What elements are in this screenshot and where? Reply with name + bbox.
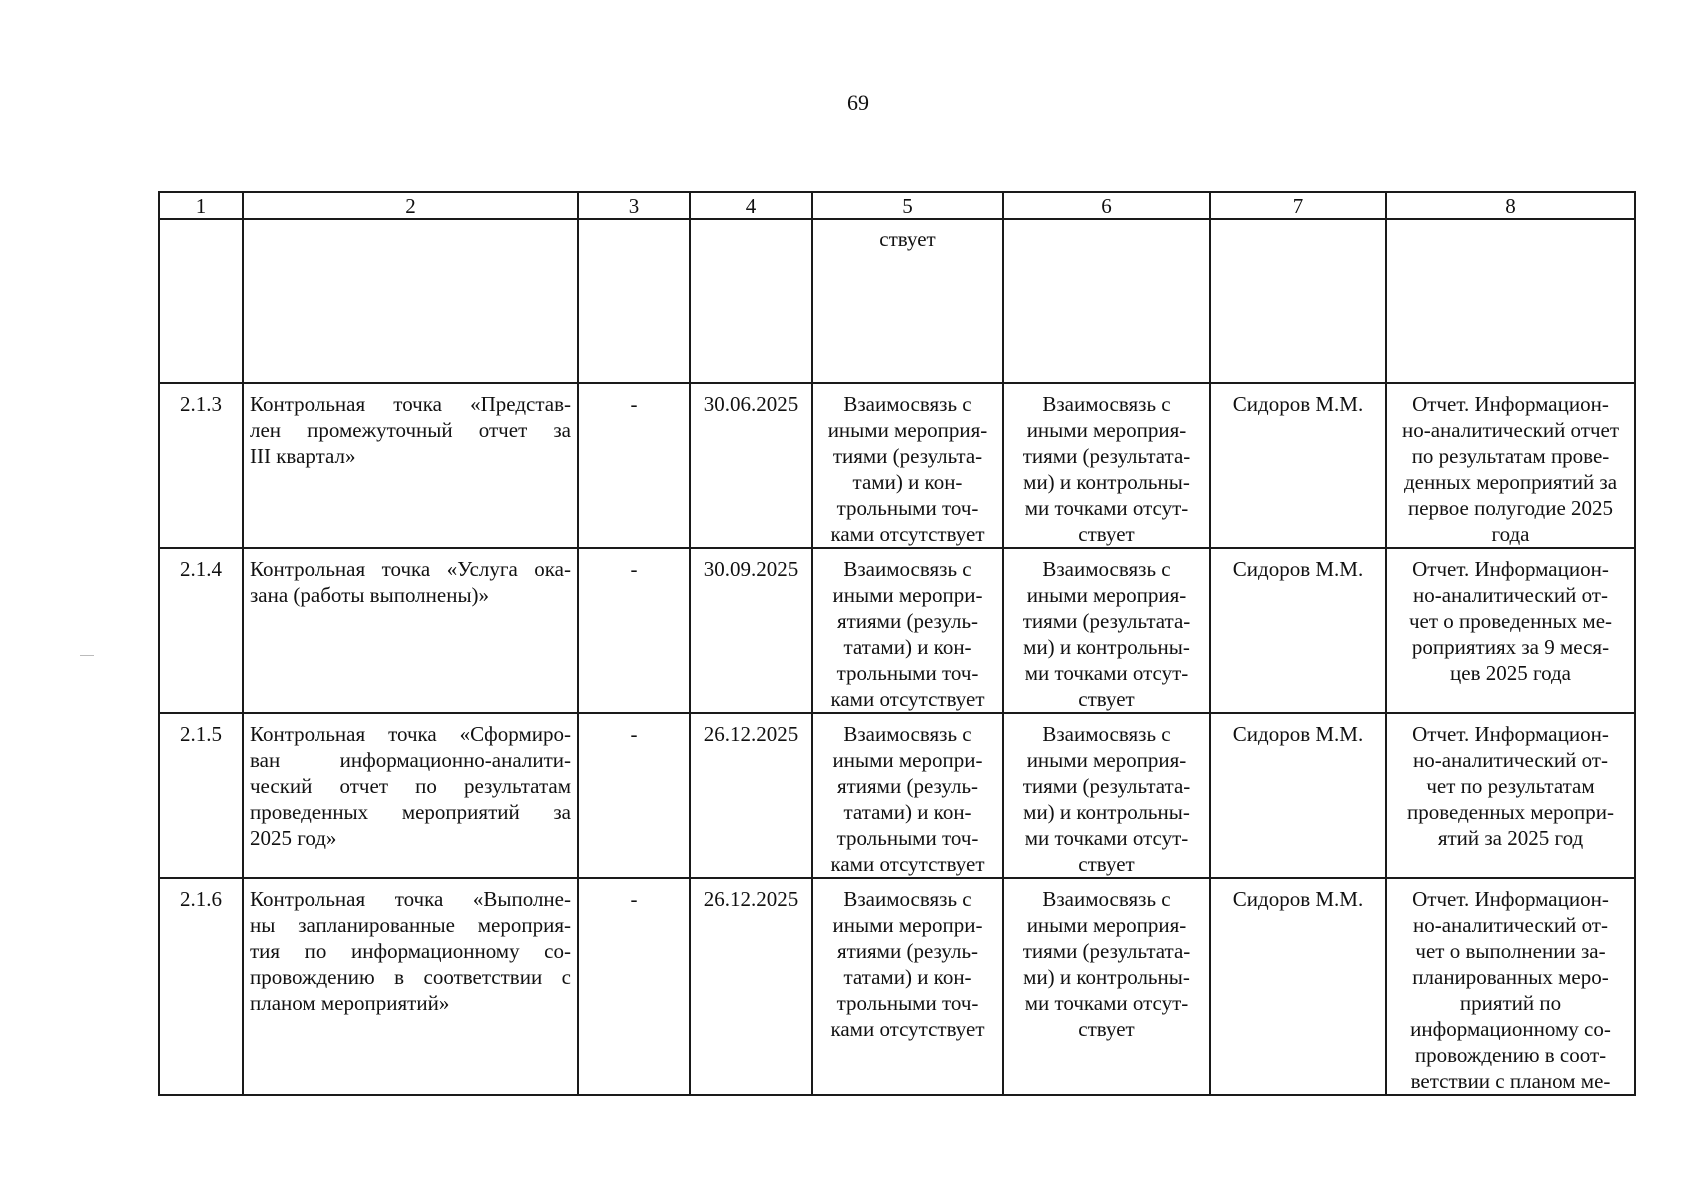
control-points-table (158, 191, 1636, 1096)
control-point-name (243, 713, 578, 878)
text-line: трольными точ- (836, 661, 979, 685)
text-line: татами) и кон- (843, 965, 972, 989)
table-cell (1210, 219, 1386, 383)
scan-artifact-mark (80, 655, 94, 656)
text-line: иными мероприя- (1026, 913, 1187, 937)
text-line: зана (работы выполнены)» (250, 583, 490, 607)
table-cell (1386, 219, 1635, 383)
relation-col5 (812, 878, 1003, 1095)
control-point-name (243, 878, 578, 1095)
row-number: 2.1.4 (159, 548, 243, 713)
column-3-value: - (578, 878, 690, 1095)
deadline-date: 26.12.2025 (690, 878, 812, 1095)
text-line: Взаимосвязь с (843, 557, 972, 581)
row-number: 2.1.5 (159, 713, 243, 878)
text-line: иными мероприя- (1026, 748, 1187, 772)
text-line: ми точками отсут- (1024, 826, 1189, 850)
text-line: ми точками отсут- (1024, 661, 1189, 685)
text-line: Контрольная точка «Услуга ока- (250, 557, 571, 581)
text-line: по результатам прове- (1411, 444, 1610, 468)
text-line: ками отсутствует (830, 522, 985, 546)
continuation-row (159, 219, 1635, 383)
text-line: Взаимосвязь с (843, 392, 972, 416)
text-line: иными меропри- (832, 583, 983, 607)
text-line: ми точками отсут- (1024, 991, 1189, 1015)
text-line: тиями (результата- (1022, 774, 1191, 798)
deadline-date: 30.06.2025 (690, 383, 812, 548)
column-header-2: 2 (243, 192, 578, 219)
text-line: трольными точ- (836, 991, 979, 1015)
text-line: первое полугодие 2025 (1407, 496, 1614, 520)
text-line: Взаимосвязь с (1042, 557, 1171, 581)
column-3-value: - (578, 383, 690, 548)
text-line: Взаимосвязь с (843, 722, 972, 746)
text-line: татами) и кон- (843, 800, 972, 824)
text-line: но-аналитический от- (1413, 583, 1608, 607)
table-cell (690, 219, 812, 383)
relation-col5 (812, 383, 1003, 548)
text-line: провождению в соответствии с (250, 965, 571, 989)
text-line: проведенных меропри- (1407, 800, 1614, 824)
text-line: проведенных мероприятий за (250, 800, 571, 824)
continuation-text: ствует (812, 219, 1003, 383)
page-number: 69 (847, 90, 869, 115)
text-line: ми) и контрольны- (1023, 635, 1190, 659)
text-line: ствует (1078, 687, 1135, 711)
text-line: цев 2025 года (1450, 661, 1571, 685)
text-line: чет по результатам (1426, 774, 1595, 798)
text-line: чет о проведенных ме- (1408, 609, 1613, 633)
text-line: трольными точ- (836, 826, 979, 850)
text-line: ятиями (резуль- (836, 774, 979, 798)
text-line: ками отсутствует (830, 687, 985, 711)
text-line: ствует (1078, 522, 1135, 546)
text-line: ван информационно-аналити- (250, 748, 571, 772)
text-line: Контрольная точка «Сформиро- (250, 722, 571, 746)
text-line: ятиями (резуль- (836, 939, 979, 963)
text-line: татами) и кон- (843, 635, 972, 659)
result-document (1386, 548, 1635, 713)
text-line: иными меропри- (832, 913, 983, 937)
text-line: Контрольная точка «Представ- (250, 392, 571, 416)
text-line: Отчет. Информацион- (1412, 392, 1609, 416)
text-line: 2025 год» (250, 826, 337, 850)
text-line: тиями (результата- (1022, 609, 1191, 633)
text-line: ми) и контрольны- (1023, 800, 1190, 824)
relation-col6 (1003, 878, 1210, 1095)
text-line: тиями (результа- (832, 444, 983, 468)
text-line: Отчет. Информацион- (1412, 722, 1609, 746)
deadline-date: 30.09.2025 (690, 548, 812, 713)
relation-col6 (1003, 713, 1210, 878)
text-line: приятий по (1459, 991, 1562, 1015)
control-point-name (243, 383, 578, 548)
text-line: III квартал» (250, 444, 356, 468)
row-number: 2.1.3 (159, 383, 243, 548)
text-line: трольными точ- (836, 496, 979, 520)
text-line: роприятиях за 9 меся- (1411, 635, 1610, 659)
text-line: ками отсутствует (830, 1017, 985, 1041)
table-row (159, 713, 1635, 878)
text-line: ны запланированные мероприя- (250, 913, 571, 937)
responsible-person: Сидоров М.М. (1210, 878, 1386, 1095)
column-header-1: 1 (159, 192, 243, 219)
column-header-4: 4 (690, 192, 812, 219)
relation-col6 (1003, 548, 1210, 713)
text-line: Взаимосвязь с (1042, 887, 1171, 911)
text-line: иными меропри- (832, 748, 983, 772)
text-line: иными мероприя- (1026, 583, 1187, 607)
text-line: планированных меро- (1412, 965, 1609, 989)
result-document (1386, 713, 1635, 878)
column-header-3: 3 (578, 192, 690, 219)
text-line: ятиями (резуль- (836, 609, 979, 633)
table-row (159, 383, 1635, 548)
row-number: 2.1.6 (159, 878, 243, 1095)
text-line: иными мероприя- (827, 418, 988, 442)
text-line: тами) и кон- (852, 470, 963, 494)
result-document (1386, 383, 1635, 548)
column-3-value: - (578, 548, 690, 713)
text-line: Контрольная точка «Выполне- (250, 887, 571, 911)
responsible-person: Сидоров М.М. (1210, 383, 1386, 548)
text-line: года (1491, 522, 1530, 546)
table-cell (578, 219, 690, 383)
relation-col6 (1003, 383, 1210, 548)
column-header-8: 8 (1386, 192, 1635, 219)
column-number-header-row (159, 192, 1635, 219)
text-line: но-аналитический от- (1413, 913, 1608, 937)
text-line: ствует (1078, 852, 1135, 876)
table-cell (159, 219, 243, 383)
text-line: Взаимосвязь с (1042, 392, 1171, 416)
text-line: тиями (результата- (1022, 939, 1191, 963)
relation-col5 (812, 713, 1003, 878)
control-points-table-wrapper (158, 191, 1636, 1096)
text-line: но-аналитический от- (1413, 748, 1608, 772)
column-header-6: 6 (1003, 192, 1210, 219)
text-line: Отчет. Информацион- (1412, 887, 1609, 911)
text-line: иными мероприя- (1026, 418, 1187, 442)
table-cell (243, 219, 578, 383)
column-3-value: - (578, 713, 690, 878)
text-line: тиями (результата- (1022, 444, 1191, 468)
relation-col5 (812, 548, 1003, 713)
text-line: Взаимосвязь с (1042, 722, 1171, 746)
text-line: Взаимосвязь с (843, 887, 972, 911)
column-header-5: 5 (812, 192, 1003, 219)
text-line: информационному со- (1410, 1017, 1611, 1041)
table-row (159, 878, 1635, 1095)
text-line: ками отсутствует (830, 852, 985, 876)
text-line: планом мероприятий» (250, 991, 450, 1015)
control-point-name (243, 548, 578, 713)
text-line: тия по информационному со- (250, 939, 571, 963)
table-row (159, 548, 1635, 713)
text-line: ми) и контрольны- (1023, 965, 1190, 989)
text-line: ветствии с планом ме- (1410, 1069, 1611, 1093)
responsible-person: Сидоров М.М. (1210, 713, 1386, 878)
deadline-date: 26.12.2025 (690, 713, 812, 878)
text-line: ми) и контрольны- (1023, 470, 1190, 494)
text-line: Отчет. Информацион- (1412, 557, 1609, 581)
text-line: ятий за 2025 год (1437, 826, 1584, 850)
text-line: но-аналитический отчет (1401, 418, 1620, 442)
text-line: денных мероприятий за (1403, 470, 1618, 494)
text-line: провождению в соот- (1414, 1043, 1607, 1067)
responsible-person: Сидоров М.М. (1210, 548, 1386, 713)
text-line: ствует (1078, 1017, 1135, 1041)
text-line: чет о выполнении за- (1415, 939, 1606, 963)
text-line: лен промежуточный отчет за (250, 418, 571, 442)
column-header-7: 7 (1210, 192, 1386, 219)
text-line: ми точками отсут- (1024, 496, 1189, 520)
table-cell (1003, 219, 1210, 383)
result-document (1386, 878, 1635, 1095)
text-line: ческий отчет по результатам (250, 774, 571, 798)
